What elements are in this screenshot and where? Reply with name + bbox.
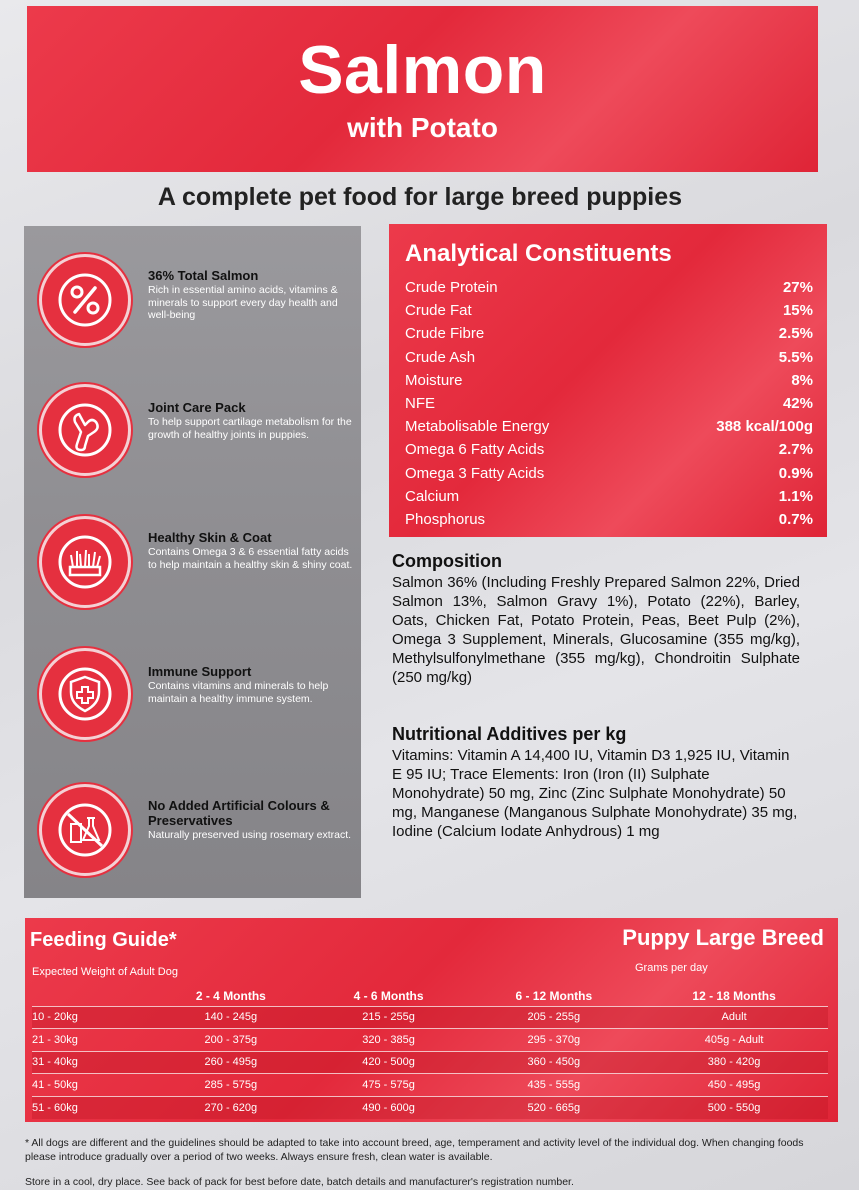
feeding-table-cell: 10 - 20kg	[32, 1006, 152, 1029]
analytical-row	[405, 438, 813, 461]
analytical-label: Crude Fat	[405, 302, 472, 320]
feeding-column-header: 6 - 12 Months	[515, 988, 593, 1003]
benefit-skin-coat	[24, 508, 361, 618]
joint-bone-icon	[39, 384, 131, 476]
feeding-table-row	[32, 1074, 828, 1097]
product-subtitle: with Potato	[347, 112, 498, 143]
analytical-value: 15%	[782, 302, 813, 320]
feeding-table-cell: 51 - 60kg	[32, 1096, 152, 1119]
feeding-table-row	[32, 1029, 828, 1052]
analytical-value: 2.7%	[778, 441, 813, 459]
feeding-table-cell: 270 - 620g	[152, 1096, 310, 1119]
feeding-table-cell: 520 - 665g	[467, 1096, 640, 1119]
analytical-row	[405, 392, 813, 415]
feeding-weight-label: Expected Weight of Adult Dog	[32, 966, 178, 978]
composition-text: Salmon 36% (Including Freshly Prepared Salmon 22%, Dried Salmon 13%, Salmon Gravy 1%), Potato (22%), Barley, Oats, Chicken Fat, Potato Protein, Peas, Beet Pulp (2%), Omega 3 Supplement, Minerals, Glucosamine (355 mg/kg), Methylsulfonylmethane (355 mg/kg), Chondroitin Sulphate (250 mg/kg)	[392, 574, 800, 686]
feeding-table-cell: 260 - 495g	[152, 1051, 310, 1074]
feeding-table-cell: 405g - Adult	[640, 1029, 828, 1052]
feeding-table	[32, 986, 828, 1119]
benefit-no-additives	[24, 778, 361, 888]
feeding-table-cell: 41 - 50kg	[32, 1074, 152, 1097]
benefit-text: To help support cartilage metabolism for the growth of healthy joints in puppies.	[148, 416, 352, 441]
feeding-table-row	[32, 1051, 828, 1074]
feeding-table-cell: 475 - 575g	[310, 1074, 468, 1097]
feeding-table-cell: 380 - 420g	[640, 1051, 828, 1074]
percent-icon	[39, 254, 131, 346]
benefit-title: No Added Artificial Colours & Preservatives	[148, 798, 330, 828]
analytical-rows	[405, 276, 813, 531]
product-title: Salmon	[298, 32, 547, 108]
feeding-column-header: 2 - 4 Months	[195, 988, 266, 1003]
feeding-table-cell: 31 - 40kg	[32, 1051, 152, 1074]
additives-text: Vitamins: Vitamin A 14,400 IU, Vitamin D3 1,925 IU, Vitamin E 95 IU; Trace Elements: Iron (Iron (II) Sulphate Monohydrate) 50 mg, Zinc (Zinc Sulphate Monohydrate) 50 mg, Manganese (Manganous Sulphate Monohydrate) 35 mg, Iodine (Calcium Iodate Anhydrous) 1 mg	[392, 747, 798, 840]
analytical-heading: Analytical Constituents	[405, 240, 672, 267]
analytical-row	[405, 508, 813, 531]
feeding-guide-breed: Puppy Large Breed	[622, 925, 824, 950]
benefit-title: Joint Care Pack	[148, 400, 246, 415]
benefit-joint-care	[24, 376, 361, 486]
analytical-label: Metabolisable Energy	[405, 418, 550, 436]
analytical-row	[405, 322, 813, 345]
analytical-row	[405, 485, 813, 508]
additives-heading: Nutritional Additives per kg	[392, 724, 627, 744]
feeding-table-cell: 205 - 255g	[467, 1006, 640, 1029]
analytical-value: 5.5%	[778, 348, 813, 366]
feeding-table-cell: 490 - 600g	[310, 1096, 468, 1119]
product-header	[27, 6, 818, 172]
feeding-table-cell: 215 - 255g	[310, 1006, 468, 1029]
feeding-guide-title: Feeding Guide*	[30, 929, 177, 951]
feeding-footnote: * All dogs are different and the guidelines should be adapted to take into account breed, age, temperament and activity level of the individual dog. When changing foods please introduce gradually over a period of two weeks. Always ensure fresh, clean water is available.	[25, 1137, 804, 1163]
analytical-value: 0.7%	[778, 510, 813, 528]
benefit-text: Rich in essential amino acids, vitamins & minerals to support every day health and well-being	[148, 284, 338, 321]
feeding-table-row	[32, 1006, 828, 1029]
feeding-table-cell: 450 - 495g	[640, 1074, 828, 1097]
feeding-table-cell: 295 - 370g	[467, 1029, 640, 1052]
analytical-row	[405, 276, 813, 299]
composition-section	[392, 551, 800, 687]
additives-section	[392, 724, 802, 841]
feeding-table-cell: 285 - 575g	[152, 1074, 310, 1097]
analytical-constituents-panel	[389, 224, 827, 537]
analytical-row	[405, 346, 813, 369]
analytical-label: Moisture	[405, 371, 463, 389]
benefit-title: 36% Total Salmon	[148, 268, 259, 283]
analytical-label: Crude Fibre	[405, 325, 485, 343]
feeding-table-cell: 320 - 385g	[310, 1029, 468, 1052]
feeding-table-cell: 435 - 555g	[467, 1074, 640, 1097]
feeding-table-cell: 360 - 450g	[467, 1051, 640, 1074]
feeding-column-header: 12 - 18 Months	[692, 988, 776, 1003]
feeding-table-cell: 200 - 375g	[152, 1029, 310, 1052]
analytical-row	[405, 462, 813, 485]
feeding-table-cell: Adult	[640, 1006, 828, 1029]
feeding-column-header	[32, 986, 152, 1006]
benefits-panel	[24, 226, 361, 898]
analytical-row	[405, 369, 813, 392]
analytical-label: NFE	[405, 395, 435, 413]
benefit-text: Contains Omega 3 & 6 essential fatty acids to help maintain a healthy skin & shiny coat.	[148, 546, 353, 571]
storage-note: Store in a cool, dry place. See back of pack for best before date, batch details and manufacturer's registration number.	[25, 1176, 574, 1188]
feeding-table-row	[32, 1096, 828, 1119]
feeding-table-cell: 140 - 245g	[152, 1006, 310, 1029]
benefit-total-salmon	[24, 246, 361, 356]
analytical-value: 1.1%	[778, 487, 813, 505]
benefit-text: Contains vitamins and minerals to help maintain a healthy immune system.	[148, 680, 329, 705]
analytical-label: Calcium	[405, 487, 460, 505]
analytical-value: 0.9%	[778, 464, 813, 482]
shield-cross-icon	[39, 648, 131, 740]
no-additives-icon	[39, 784, 131, 876]
analytical-value: 388 kcal/100g	[716, 418, 813, 436]
analytical-label: Crude Ash	[405, 348, 476, 366]
analytical-label: Phosphorus	[405, 510, 486, 528]
benefit-title: Healthy Skin & Coat	[148, 530, 272, 545]
analytical-row	[405, 415, 813, 438]
benefit-title: Immune Support	[148, 664, 252, 679]
feeding-guide-panel	[25, 918, 838, 1122]
analytical-label: Crude Protein	[405, 279, 498, 297]
benefit-text: Naturally preserved using rosemary extract.	[148, 829, 352, 841]
feeding-grams-label: Grams per day	[635, 962, 708, 974]
composition-heading: Composition	[392, 551, 502, 571]
analytical-value: 8%	[791, 371, 813, 389]
skin-coat-icon	[39, 516, 131, 608]
feeding-column-header: 4 - 6 Months	[353, 988, 424, 1003]
feeding-table-cell: 21 - 30kg	[32, 1029, 152, 1052]
analytical-label: Omega 6 Fatty Acids	[405, 441, 545, 459]
feeding-table-cell: 420 - 500g	[310, 1051, 468, 1074]
analytical-label: Omega 3 Fatty Acids	[405, 464, 545, 482]
analytical-value: 27%	[782, 279, 813, 297]
analytical-value: 2.5%	[778, 325, 813, 343]
analytical-value: 42%	[782, 395, 813, 413]
benefit-immune-support	[24, 642, 361, 752]
feeding-table-cell: 500 - 550g	[640, 1096, 828, 1119]
analytical-row	[405, 299, 813, 322]
product-tagline: A complete pet food for large breed puppies	[157, 183, 683, 211]
